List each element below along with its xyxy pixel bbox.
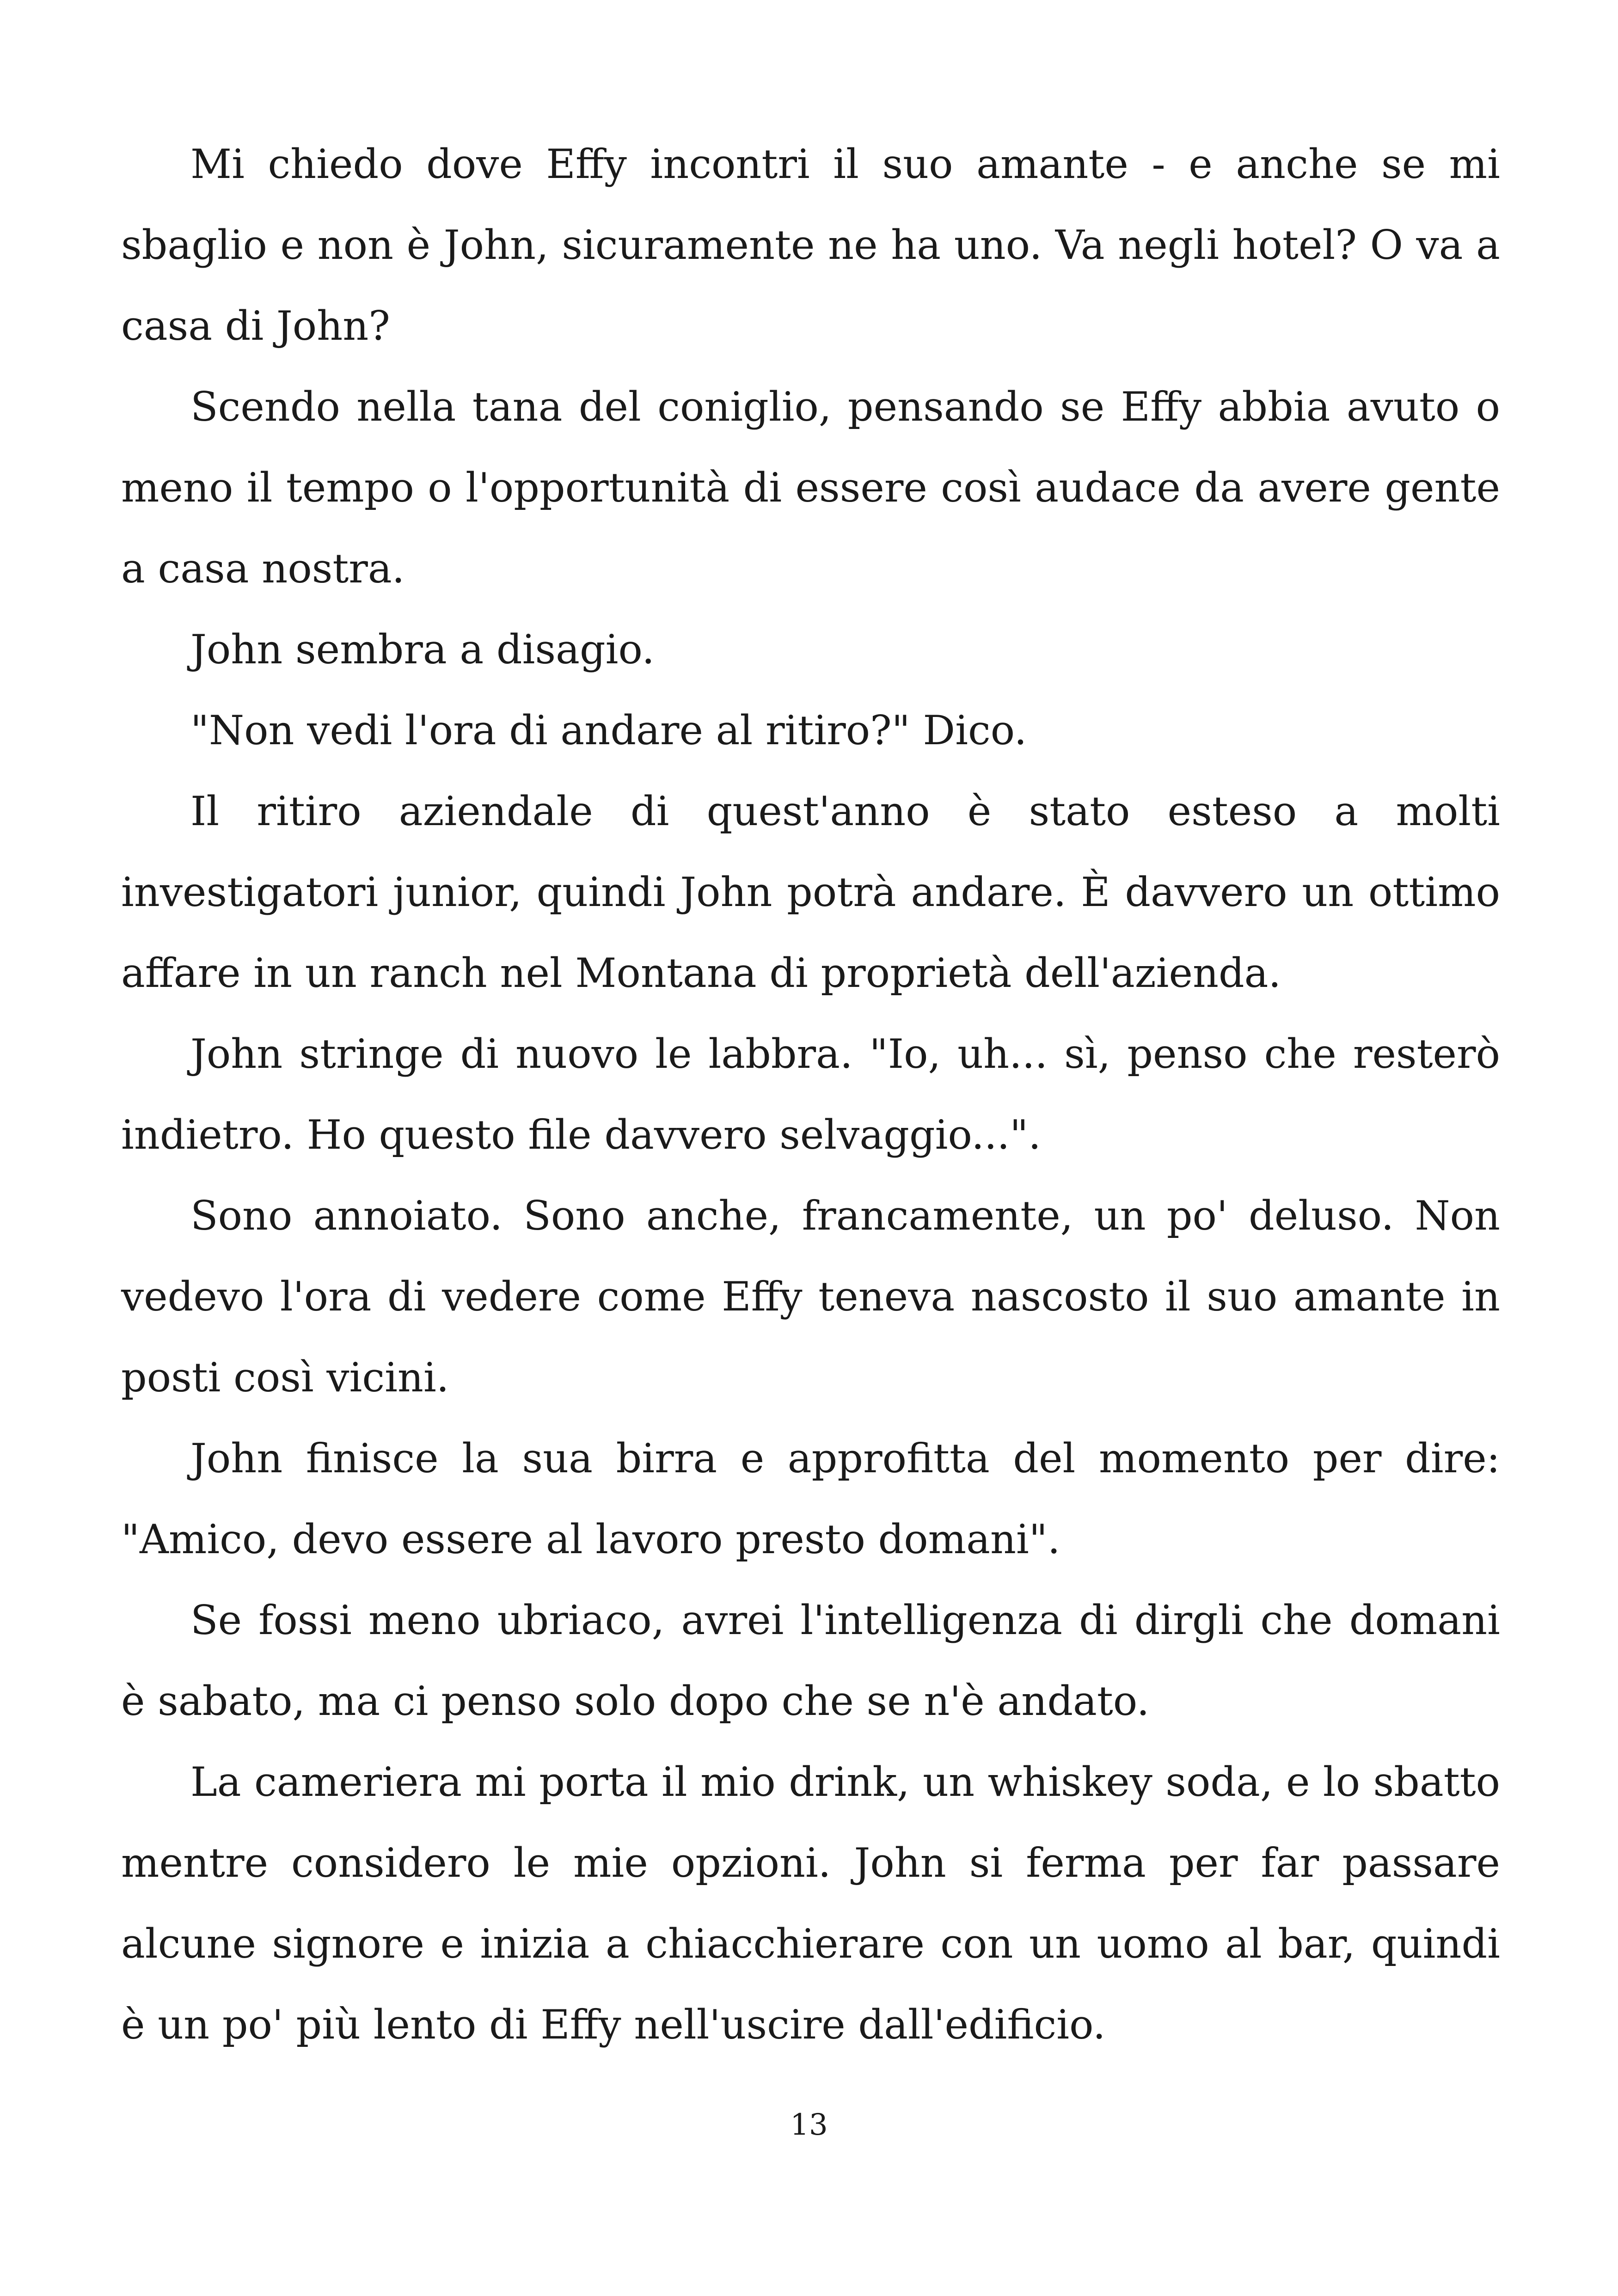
paragraph: John finisce la sua birra e approfitta del momento per dire: "Amico, devo essere al lavoro presto domani". — [121, 1435, 1500, 1563]
paragraph: John stringe di nuovo le labbra. "Io, uh... sì, penso che resterò indietro. Ho questo file davvero selvaggio...". — [121, 1030, 1500, 1158]
body-text — [121, 124, 1500, 2065]
paragraph: Sono annoiato. Sono anche, francamente, un po' deluso. Non vedevo l'ora di vedere come Effy teneva nascosto il suo amante in posti così vicini. — [121, 1192, 1500, 1401]
page-number: 13 — [790, 2108, 828, 2142]
paragraph: Se fossi meno ubriaco, avrei l'intelligenza di dirgli che domani è sabato, ma ci penso solo dopo che se n'è andato. — [121, 1597, 1500, 1725]
paragraph: "Non vedi l'ora di andare al ritiro?" Dico. — [190, 707, 1027, 754]
paragraph: Mi chiedo dove Effy incontri il suo amante - e anche se mi sbaglio e non è John, sicuramente ne ha uno. Va negli hotel? O va a casa di John? — [121, 141, 1500, 349]
paragraph: John sembra a disagio. — [190, 626, 655, 673]
paragraph: Scendo nella tana del coniglio, pensando se Effy abbia avuto o meno il tempo o l'opportunità di essere così audace da avere gente a casa nostra. — [121, 383, 1500, 592]
paragraph: Il ritiro aziendale di quest'anno è stato esteso a molti investigatori junior, quindi John potrà andare. È davvero un ottimo affare in un ranch nel Montana di proprietà dell'azienda. — [121, 788, 1500, 997]
paragraph: La cameriera mi porta il mio drink, un whiskey soda, e lo sbatto mentre considero le mie opzioni. John si ferma per far passare alcune signore e inizia a chiacchierare con un uomo al bar, quindi è un po' più lento di Effy nell'uscire dall'edificio. — [121, 1758, 1500, 2048]
